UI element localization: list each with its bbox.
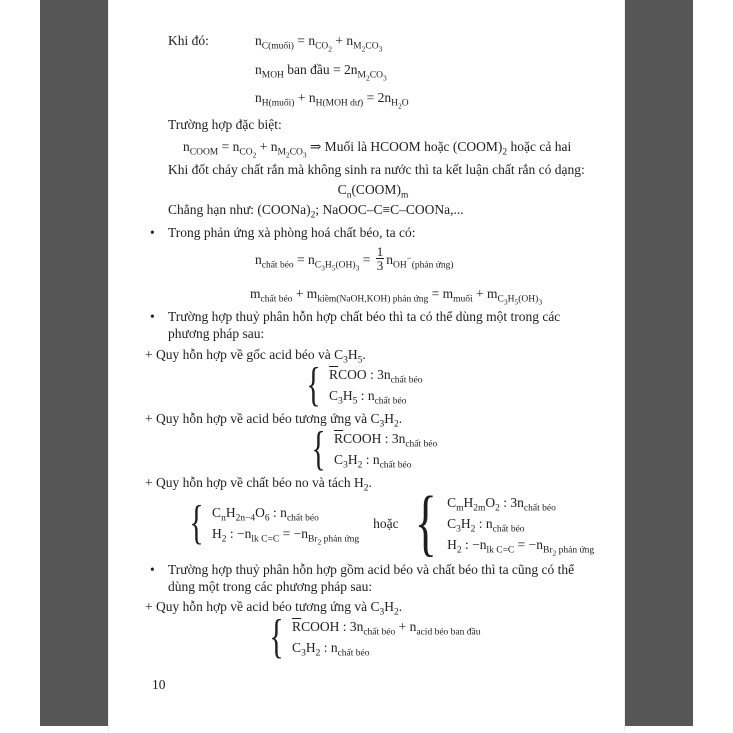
bullet-fat-hydrolysis [145, 308, 601, 342]
system-rcooh-line1: $\overline{R}COOH$ : $3n_{chất béo}$ [334, 430, 438, 449]
bullet-saponification-text: Trong phản ứng xà phòng hoá chất béo, ta có: [168, 225, 416, 240]
method-saturated-fat: + Quy hỗn hợp về chất béo no và tách $H_2$. [145, 474, 372, 493]
left-backdrop [40, 0, 108, 726]
saturated-fat-systems [185, 492, 601, 555]
bullet-icon: • [150, 561, 155, 577]
page-number: 10 [152, 677, 166, 692]
method-fatty-acid-2: + Quy hỗn hợp về acid béo tương ứng và $C_3H_2$. [145, 598, 403, 617]
formula-cn-coom-m: $C_n(COOM)_m$ [337, 182, 409, 201]
burning-statement: Khi đốt cháy chất rắn mà không sinh ra nước thì ta kết luận chất rắn có dạng: [168, 162, 585, 177]
document-page [108, 0, 625, 733]
system-saturated-left-line2: $H_2$ : $-n_{lk C=C} = -n_{Br2}$ $_{phản ứng}$ [212, 526, 360, 547]
system-mixed-line2: $C_3H_2$ : $n_{chất béo}$ [292, 639, 370, 658]
formula-fat-mass-balance: $m_{chất béo} + m_{kiềm(NaOH,KOH) phản ứng} = m_{muối} + m_{C3H5(OH)3}$ [250, 285, 543, 306]
system-saturated-right-line1: $C_mH_{2m}O_2$ : $3n_{chất béo}$ [447, 494, 556, 513]
bullet-fat-hydrolysis-text: Trường hợp thuỷ phân hỗn hợp chất béo thì ta có thể dùng một trong các phương pháp sau: [168, 308, 561, 341]
example-salts-line: Chẳng hạn như: $(COONa)_2$; NaOOC–C≡C–COONa,... [168, 202, 464, 221]
bullet-mixed-hydrolysis [145, 561, 601, 595]
bullet-saponification [145, 224, 601, 241]
formula-carbon-in-salt: $n_{C(muối)} = n_{CO2} + n_{M2CO3}$ [255, 33, 383, 54]
system-rcooh [307, 428, 437, 470]
system-saturated-right [408, 492, 595, 555]
page-content [145, 0, 601, 658]
bullet-mixed-hydrolysis-text: Trường hợp thuỷ phân hỗn hợp gồm acid béo và chất béo thì ta cũng có thể dùng một trong các phương pháp sau: [168, 561, 575, 594]
system-saturated-left [185, 502, 360, 547]
formula-hydrogen-balance: $n_{H(muối)} + n_{H(MOH dư)} = 2n_{H2O}$ [255, 90, 409, 111]
system-saturated-right-line3: $H_2$ : $-n_{lk C=C} = -n_{Br2}$ $_{phản ứng}$ [447, 536, 595, 557]
system-mixed-line1: $\overline{R}COOH$ : $3n_{chất béo} + n_{acid béo ban đầu}$ [292, 618, 481, 637]
system-mixed [265, 616, 480, 658]
system-rcooh-line2: $C_3H_2$ : $n_{chất béo}$ [334, 451, 412, 470]
line-khi-do [145, 31, 601, 54]
method-fatty-acid: + Quy hỗn hợp về acid béo tương ứng và $C_3H_2$. [145, 410, 403, 429]
bullet-icon: • [150, 225, 155, 240]
system-saturated-right-line2: $C_3H_2$ : $n_{chất béo}$ [447, 515, 525, 534]
right-backdrop [625, 0, 693, 726]
formula-fat-mole-relation: $n_{chất béo} = n_{C3H5(OH)3}$ = $\frac{1}{3}$ $n_{OH}^-_{(phản ứng)}$ [255, 244, 454, 274]
system-rcoo [302, 364, 423, 406]
bullet-icon: • [150, 308, 155, 324]
khi-do-label: Khi đó: [168, 33, 209, 48]
system-saturated-left-line1: $C_nH_{2n-4}O_6$ : $n_{chất béo}$ [212, 505, 319, 524]
system-rcoo-line2: $C_3H_5$ : $n_{chất béo}$ [329, 387, 407, 406]
system-rcoo-line1: $\overline{R}COO$ : $3n_{chất béo}$ [329, 366, 423, 385]
formula-coom-conclusion: $n_{COOM} = n_{CO2} + n_{M2CO3}$ ⇒ Muối là HCOOM hoặc $(COOM)_2$ hoặc cả hai [183, 139, 572, 160]
special-case-heading: Trường hợp đặc biệt: [168, 117, 282, 132]
formula-moh-initial: $n_{MOH}$ ban đầu = $2n_{M2CO3}$ [255, 62, 387, 83]
or-connector: hoặc [373, 515, 399, 531]
method-fatty-radical: + Quy hỗn hợp về gốc acid béo và $C_3H_5$. [145, 346, 366, 365]
